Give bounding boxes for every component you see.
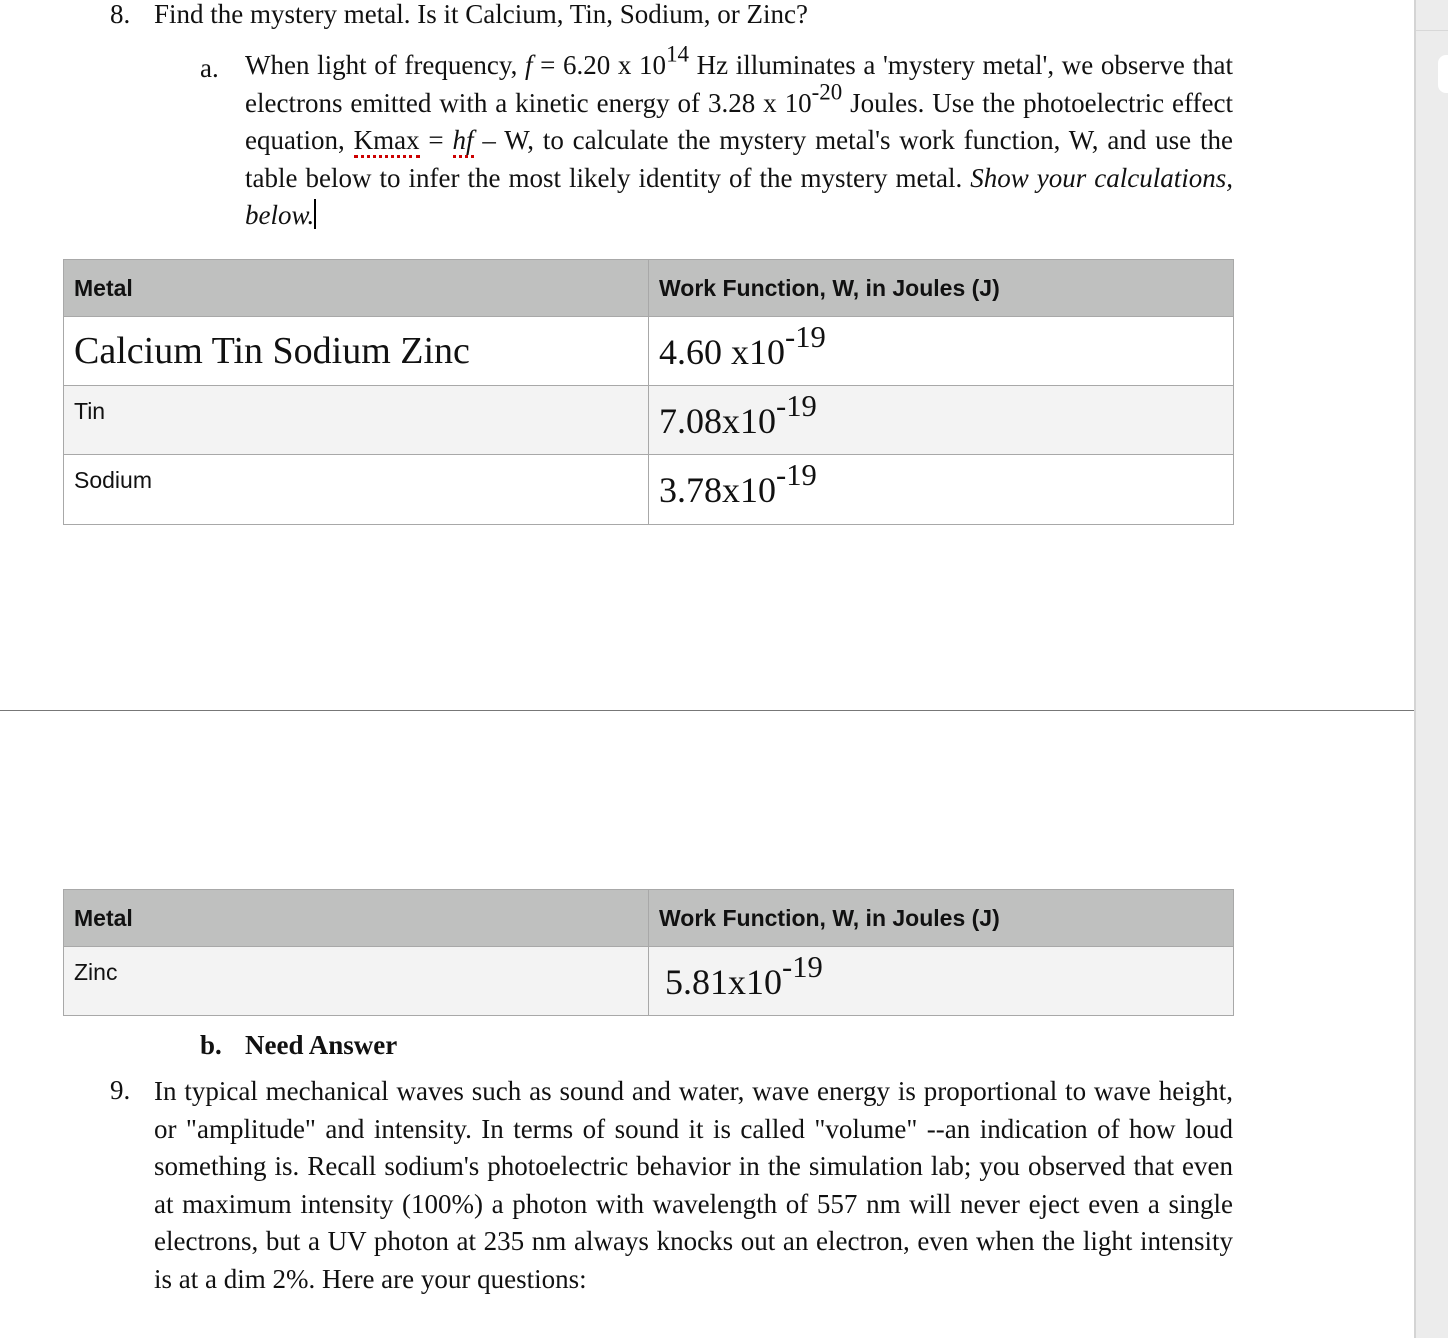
metal-cell[interactable]: Tin bbox=[64, 386, 649, 455]
exponent: 14 bbox=[666, 41, 689, 67]
header-metal: Metal bbox=[64, 890, 649, 947]
text: Joules. Use the photoelectric effect equation, bbox=[245, 87, 1233, 155]
part-a-label: a. bbox=[200, 53, 219, 83]
header-metal: Metal bbox=[64, 260, 649, 317]
question-8-title: Find the mystery metal. Is it Calcium, Tin, Sodium, or Zinc? bbox=[154, 0, 808, 29]
text: Hz illuminates a 'mystery metal', we observe that electrons emitted with a kinetic energy of 3.28 x 10 bbox=[245, 50, 1233, 118]
text: = bbox=[419, 125, 453, 155]
mantissa: 4.60 x10 bbox=[659, 332, 785, 372]
value-cell[interactable] bbox=[649, 455, 1234, 525]
metal-cell[interactable]: Sodium bbox=[64, 455, 649, 525]
text: When light of frequency, bbox=[245, 50, 525, 80]
metal-cell[interactable]: Calcium Tin Sodium Zinc bbox=[64, 317, 649, 386]
work-function-table-1 bbox=[63, 259, 1234, 525]
table-row bbox=[64, 386, 1234, 455]
exponent: -20 bbox=[811, 78, 843, 104]
exponent: -19 bbox=[776, 458, 817, 493]
divider bbox=[1416, 30, 1448, 31]
table-row bbox=[64, 947, 1234, 1016]
spellcheck-kmax[interactable]: Kmax bbox=[354, 125, 420, 158]
exponent: -19 bbox=[776, 389, 817, 424]
metal-cell[interactable]: Zinc bbox=[64, 947, 649, 1016]
var-f: f bbox=[524, 50, 533, 80]
value-cell[interactable] bbox=[649, 386, 1234, 455]
part-b-label: b. bbox=[200, 1030, 222, 1060]
work-function-table-2 bbox=[63, 889, 1234, 1016]
spellcheck-hf[interactable]: hf bbox=[453, 125, 474, 158]
value-cell[interactable] bbox=[649, 317, 1234, 386]
value-cell[interactable] bbox=[649, 947, 1234, 1016]
table-row bbox=[64, 455, 1234, 525]
part-b-text[interactable]: Need Answer bbox=[245, 1030, 398, 1060]
panel-card[interactable] bbox=[1438, 55, 1448, 93]
exponent: -19 bbox=[785, 320, 826, 355]
mantissa: 3.78x10 bbox=[659, 470, 776, 510]
question-9-text[interactable]: In typical mechanical waves such as sound and water, wave energy is proportional to wave height, or "amplitude" and intensity. In terms of sound it is called "volume" --an indication of how loud something is. Recall sodium's photoelectric behavior in the simulation lab; you observed that even at maximum intensity (100%) a photon with wavelength of 557 nm will never eject even a single electrons, but a UV photon at 235 nm always knocks out an electron, even when the light intensity is at a dim 2%. Here are your questions: bbox=[154, 1076, 1233, 1294]
text-cursor bbox=[314, 199, 316, 229]
sidebar-panel bbox=[1414, 0, 1448, 1338]
mantissa: 7.08x10 bbox=[659, 401, 776, 441]
mantissa: 5.81x10 bbox=[665, 962, 782, 1002]
table-row bbox=[64, 317, 1234, 386]
header-work-function: Work Function, W, in Joules (J) bbox=[649, 890, 1234, 947]
header-work-function: Work Function, W, in Joules (J) bbox=[649, 260, 1234, 317]
part-a-text[interactable] bbox=[245, 41, 1233, 235]
question-9-number: 9. bbox=[110, 1075, 131, 1105]
question-8-number: 8. bbox=[110, 0, 131, 29]
exponent: -19 bbox=[782, 950, 823, 985]
page-break bbox=[0, 710, 1414, 711]
text: = 6.20 x 10 bbox=[532, 50, 667, 80]
italic-instruction: Show your calculations, below. bbox=[245, 162, 1233, 230]
text: – W, to calculate the mystery metal's work function, W, and use the table below to infer the most likely identity of the mystery metal. bbox=[245, 125, 1233, 193]
